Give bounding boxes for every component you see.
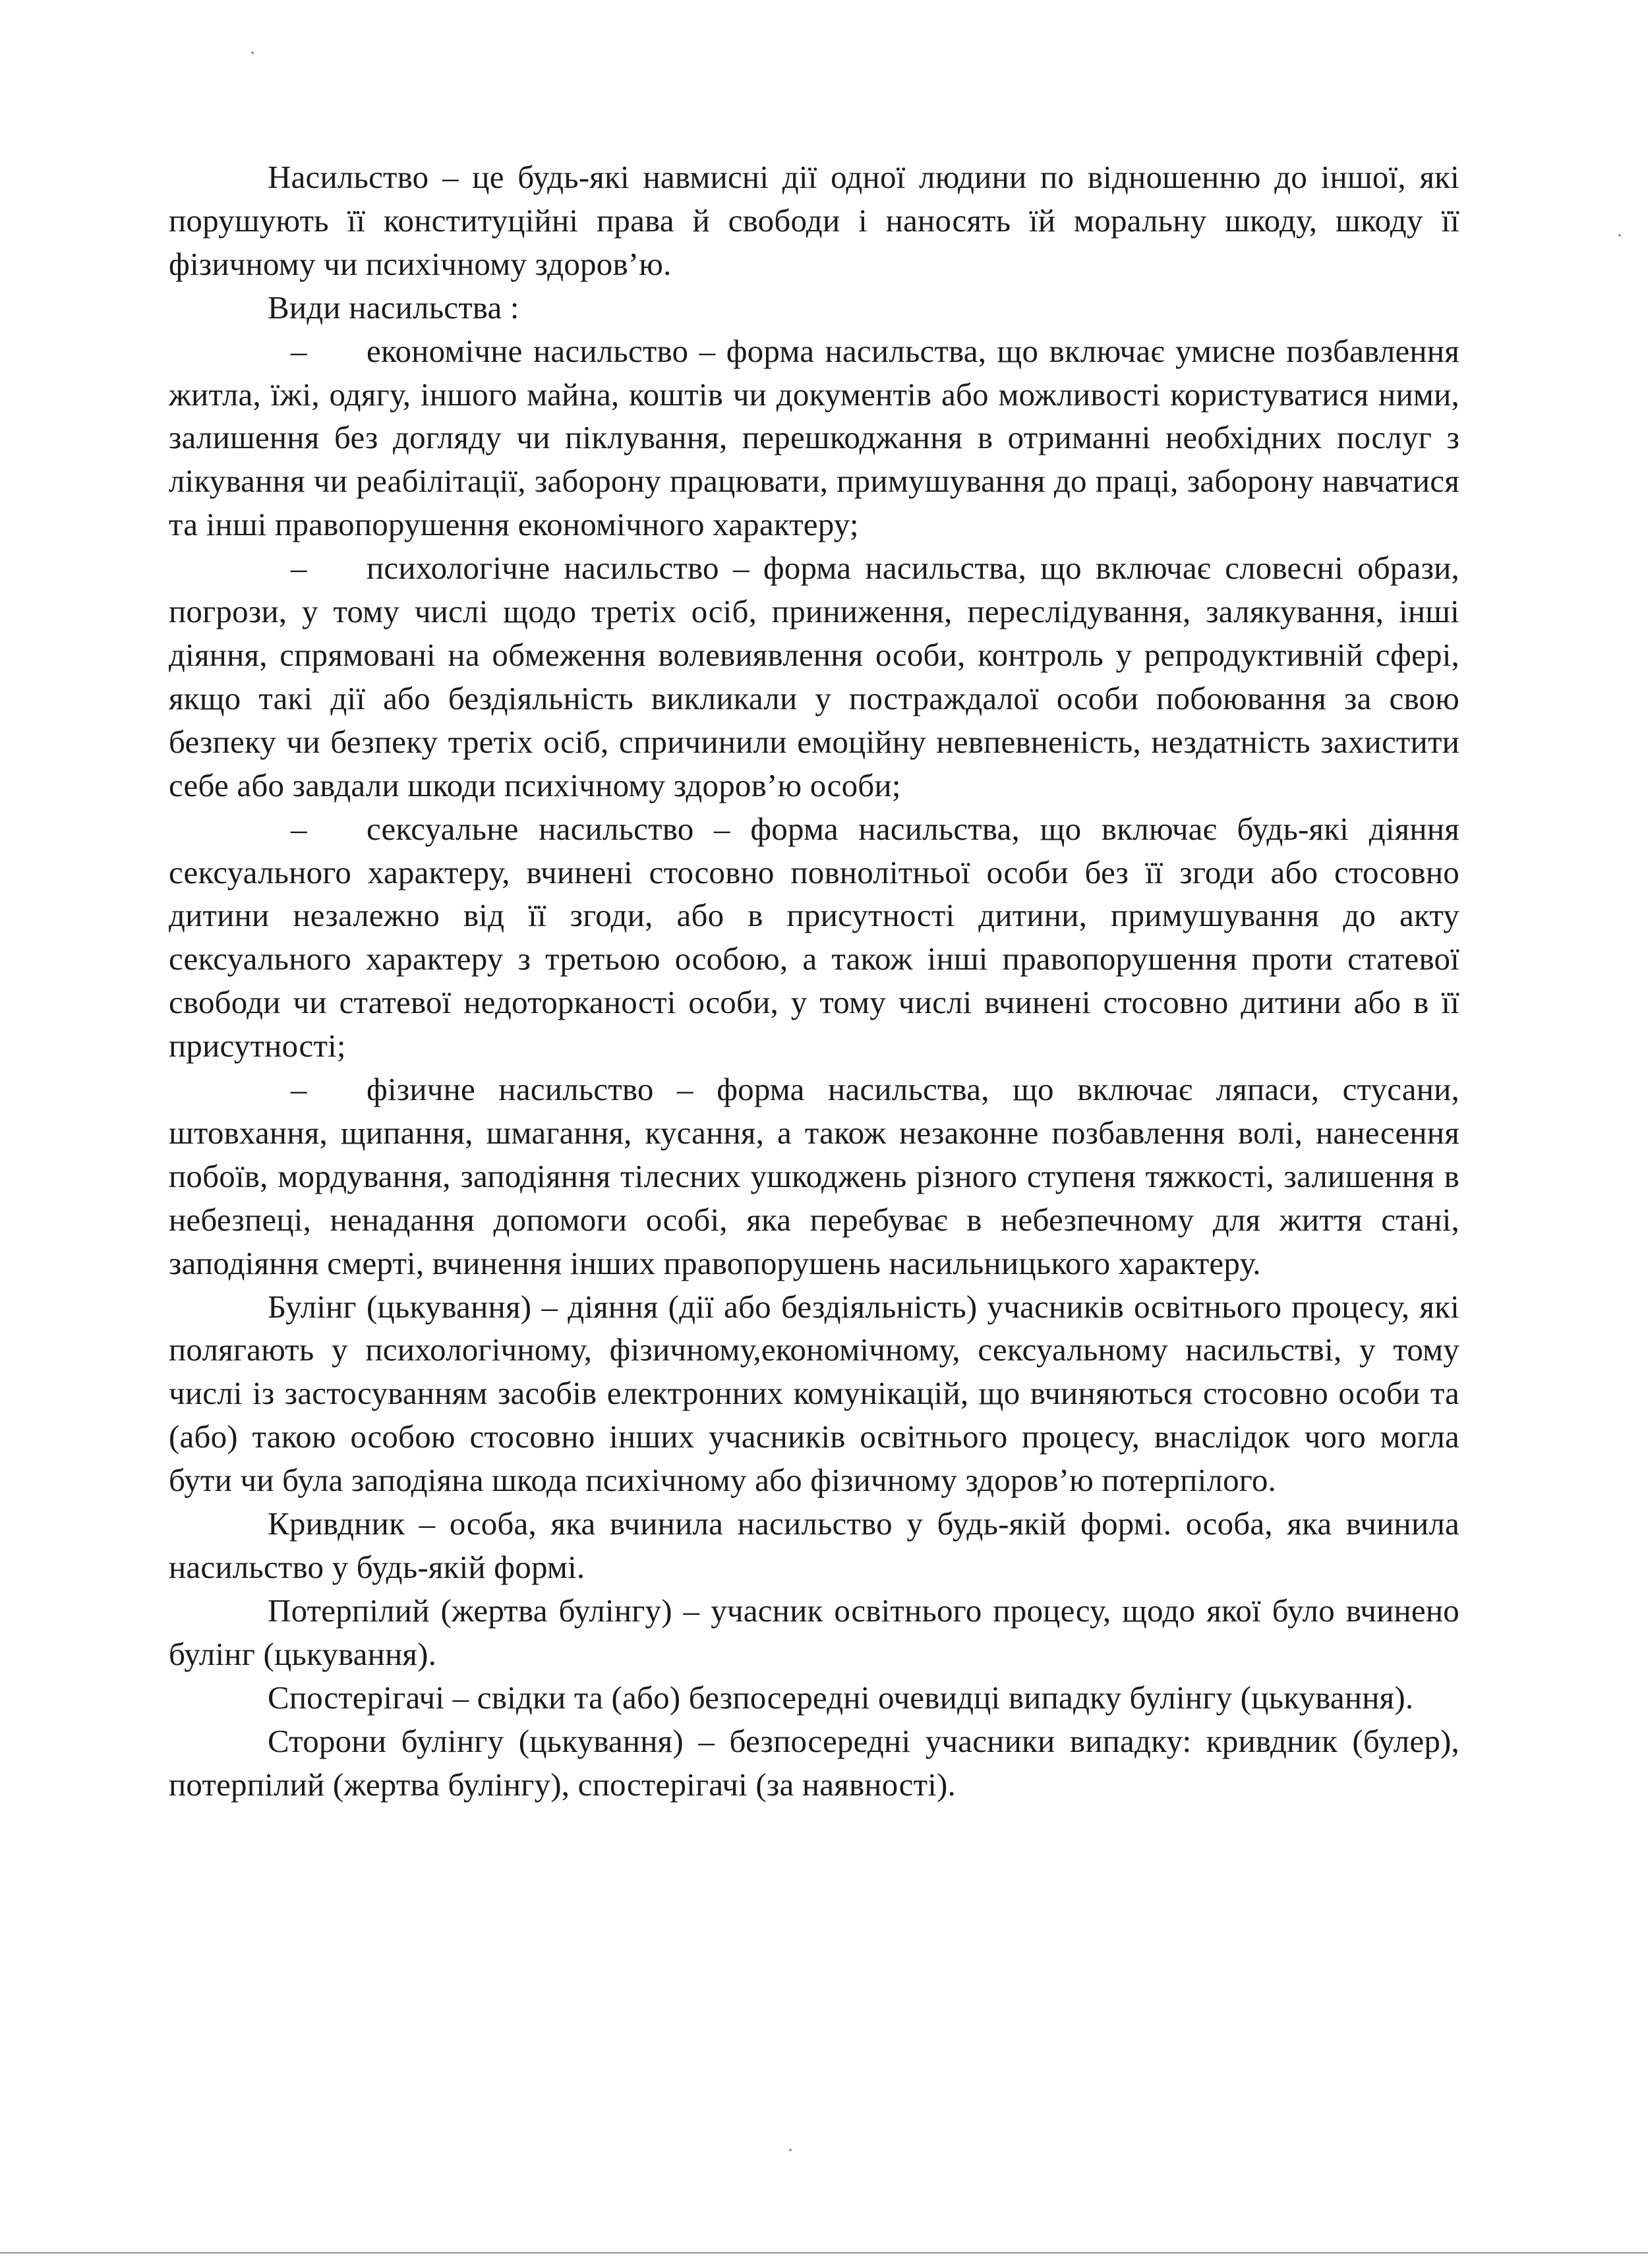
list-item-psychological-violence [169, 546, 1459, 807]
definition-violence: Насильство – це будь-які навмисні дії одної людини по відношенню до іншої, які порушують її конституційні права й свободи і наносять їй моральну шкоду, шкоду її фізичному чи психічному здоров’ю. [169, 159, 1459, 282]
definition-victim: Потерпілий (жертва булінгу) – учасник освітнього процесу, щодо якої було вчинено булінг (цькування). [169, 1592, 1459, 1672]
scan-speck [1618, 234, 1621, 237]
document-body [169, 156, 1459, 1806]
scan-speck [789, 2149, 792, 2151]
dash-marker: – [291, 810, 307, 847]
dash-marker: – [291, 550, 307, 587]
scan-edge-line [0, 2252, 1648, 2253]
list-item-physical-violence [169, 1068, 1459, 1285]
list-item-sexual-violence [169, 807, 1459, 1068]
list-item-text: психологічне насильство – форма насильства, що включає словесні образи, погрози, у тому числі щодо третіх осіб, приниження, переслідування, залякування, інші діяння, спрямовані на обмеження волевиявлення особи, контроль у репродуктивній сфері, якщо такі дії або бездіяльність викликали у постраждалої особи побоювання за свою безпеку чи безпеку третіх осіб, спричинили емоційну невпевненість, нездатність захистити себе або завдали шкоди психічному здоров’ю особи; [169, 550, 1459, 803]
list-item-text: фізичне насильство – форма насильства, що включає ляпаси, стусани, штовхання, щипання, шмагання, кусання, а також незаконне позбавлення волі, нанесення побоїв, мордування, заподіяння тілесних ушкоджень різного ступеня тяжкості, залишення в небезпеці, ненадання допомоги особі, яка перебуває в небезпечному для життя стані, заподіяння смерті, вчинення інших правопорушень насильницького характеру. [169, 1071, 1459, 1281]
list-item-text: економічне насильство – форма насильства, що включає умисне позбавлення житла, їжі, одягу, іншого майна, коштів чи документів або можливості користуватися ними, залишення без догляду чи піклування, перешкоджання в отриманні необхідних послуг з лікування чи реабілітації, заборону працювати, примушування до праці, заборону навчатися та інші правопорушення економічного характеру; [169, 332, 1459, 543]
scan-speck [251, 51, 254, 54]
dash-marker: – [291, 1071, 307, 1108]
dash-marker: – [291, 332, 307, 369]
definition-offender: Кривдник – особа, яка вчинила насильство у будь-якій формі. особа, яка вчинила насильство у будь-якій формі. [169, 1505, 1459, 1585]
definition-observers: Спостерігачі – свідки та (або) безпосередні очевидці випадку булінгу (цькування). [268, 1679, 1414, 1716]
list-item-economic-violence [169, 330, 1459, 547]
definition-bullying-parties: Сторони булінгу (цькування) – безпосередні учасники випадку: кривдник (булер), потерпілий (жертва булінгу), спостерігачі (за наявності). [169, 1722, 1459, 1803]
violence-types-heading: Види насильства : [268, 289, 519, 326]
list-item-text: сексуальне насильство – форма насильства, що включає будь-які діяння сексуального характеру, вчинені стосовно повнолітньої особи без її згоди або стосовно дитини незалежно від її згоди, або в присутності дитини, примушування до акту сексуального характеру з третьою особою, а також інші правопорушення проти статевої свободи чи статевої недоторканості особи, у тому числі вчинені стосовно дитини або в її присутності; [169, 810, 1459, 1064]
definition-bullying: Булінг (цькування) – діяння (дії або бездіяльність) учасників освітнього процесу, які полягають у психологічному, фізичному,економічному, сексуальному насильстві, у тому числі із застосуванням засобів електронних комунікацій, що вчиняються стосовно особи та (або) такою особою стосовно інших учасників освітнього процесу, внаслідок чого могла бути чи була заподіяна шкода психічному або фізичному здоров’ю потерпілого. [169, 1288, 1459, 1499]
